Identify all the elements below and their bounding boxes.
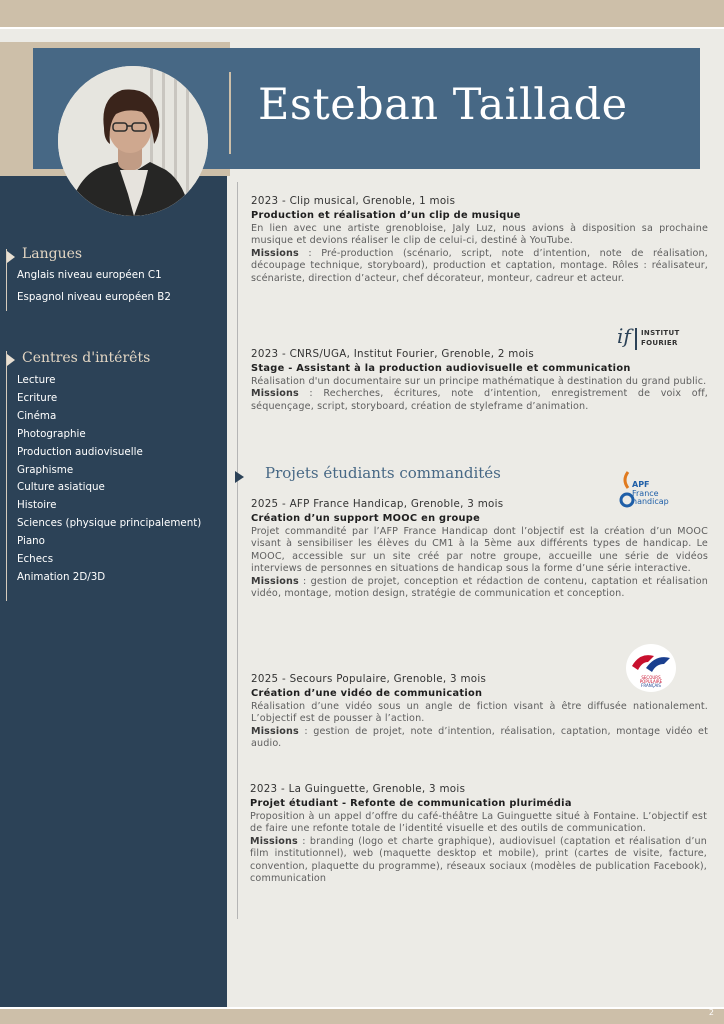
missions-label: Missions bbox=[251, 575, 299, 587]
languages-list bbox=[17, 264, 171, 308]
list-item: Sciences (physique principalement) bbox=[17, 517, 202, 530]
entry-title: Stage - Assistant à la production audiovisuelle et communication bbox=[251, 363, 631, 374]
top-band bbox=[0, 0, 724, 24]
projects-heading: Projets étudiants commandités bbox=[265, 464, 501, 482]
interests-list bbox=[17, 372, 201, 587]
missions-label: Missions bbox=[250, 835, 298, 847]
missions-label: Missions bbox=[251, 388, 299, 400]
bottom-rule bbox=[0, 1007, 724, 1009]
projects-arrow-icon bbox=[235, 471, 244, 483]
page-title: Esteban Taillade bbox=[258, 80, 628, 130]
missions-text: : Pré-production (scénario, script, note d’intention, note de réalisation, découpage technique, storyboard), production et captation, montage. Rôles : réalisateur, scénariste, direction d’acteur, chef décorateur, monteur, cadreur et acteur. bbox=[251, 247, 708, 284]
project-entry bbox=[251, 673, 708, 751]
list-item: Cinéma bbox=[17, 409, 57, 422]
list-item: Animation 2D/3D bbox=[17, 570, 106, 583]
missions-text: : gestion de projet, conception et rédaction de contenu, captation et réalisation vidéo, montage, motion design, stratégie de communication et conception. bbox=[251, 575, 708, 600]
entry-header: 2025 - AFP France Handicap, Grenoble, 3 mois bbox=[251, 498, 504, 510]
missions-text: : Recherches, écritures, note d’intention, enregistrement de voix off, séquençage, script, storyboard, création de styleframe d’animation. bbox=[251, 388, 708, 412]
entry-missions bbox=[251, 388, 708, 413]
secours-populaire-logo: SECOURS POPULAIRE FRANÇAIS bbox=[626, 644, 676, 692]
entry-header: 2025 - Secours Populaire, Grenoble, 3 mois bbox=[251, 673, 487, 685]
institut-fourier-logo: if INSTITUT FOURIER bbox=[617, 324, 680, 348]
missions-text: : gestion de projet, note d’intention, réalisation, captation, montage vidéo et audio. bbox=[251, 725, 708, 750]
project-entry bbox=[250, 783, 707, 885]
list-item: Photographie bbox=[17, 427, 86, 440]
missions-text: : branding (logo et charte graphique), audiovisuel (captation et réalisation d’un film institutionnel), web (maquette desktop et mobile), print (cartes de visite, facture, convention, plaquette du programme), réseaux sociaux (modèles de publication Facebook), communication bbox=[250, 835, 707, 885]
missions-label: Missions bbox=[251, 725, 299, 737]
entry-missions bbox=[251, 248, 708, 285]
apf-france-handicap-logo: APF France handicap bbox=[618, 470, 688, 510]
header-divider bbox=[229, 72, 231, 154]
entry-description: Projet commandité par l’AFP France Handicap dont l’objectif est la création d’un MOOC visant à sensibiliser les élèves du CM1 à la 5ème aux différents types de handicap. Le MOOC, accessible sur un site créé par notre groupe, accueille une série de vidéos interviews de personnes en situations de handicap sous la forme d’une série interactive. bbox=[251, 526, 708, 575]
entry-title: Création d’un support MOOC en groupe bbox=[251, 513, 481, 524]
entry-header: 2023 - CNRS/UGA, Institut Fourier, Grenoble, 2 mois bbox=[251, 348, 535, 360]
project-entry bbox=[251, 498, 708, 600]
entry-missions bbox=[251, 726, 708, 751]
languages-arrow-icon bbox=[7, 251, 15, 263]
entry-missions bbox=[251, 576, 708, 601]
list-item: Espagnol niveau européen B2 bbox=[17, 291, 171, 303]
list-item: Lecture bbox=[17, 374, 56, 386]
entry-description: Proposition à un appel d’offre du café-théâtre La Guinguette situé à Fontaine. L’objectif est de faire une refonte totale de l’identité visuelle et des outils de communication. bbox=[250, 811, 707, 835]
entry-header: 2023 - Clip musical, Grenoble, 1 mois bbox=[251, 195, 456, 207]
entry-title: Projet étudiant - Refonte de communication plurimédia bbox=[250, 798, 572, 809]
list-item: Production audiovisuelle bbox=[17, 445, 143, 458]
list-item: Histoire bbox=[17, 499, 57, 512]
experience-entry bbox=[251, 195, 708, 285]
languages-heading: Langues bbox=[22, 246, 83, 262]
interests-heading: Centres d'intérêts bbox=[22, 350, 151, 366]
timeline-rule bbox=[237, 182, 238, 919]
entry-description: Réalisation d'un documentaire sur un principe mathématique à destination du grand public. bbox=[251, 376, 707, 387]
list-item: Piano bbox=[17, 535, 45, 548]
list-item: Ecriture bbox=[17, 391, 58, 404]
entry-description: En lien avec une artiste grenobloise, Jaly Luz, nous avions à disposition sa prochaine musique et devions réaliser le clip de celui-ci, destiné à YouTube. bbox=[251, 223, 708, 247]
list-item: Culture asiatique bbox=[17, 481, 105, 494]
list-item: Anglais niveau européen C1 bbox=[17, 269, 162, 281]
list-item: Echecs bbox=[17, 553, 54, 566]
entry-title: Production et réalisation d’un clip de musique bbox=[251, 210, 521, 221]
interests-rule bbox=[6, 351, 7, 601]
entry-title: Création d’une vidéo de communication bbox=[251, 688, 483, 699]
entry-header: 2023 - La Guinguette, Grenoble, 3 mois bbox=[250, 783, 466, 795]
avatar bbox=[58, 66, 208, 216]
page-number: 2 bbox=[708, 1008, 714, 1017]
entry-description: Réalisation d’une vidéo sous un angle de fiction visant à être diffusée nationalement. L’objectif est de pousser à l’action. bbox=[251, 701, 708, 725]
list-item: Graphisme bbox=[17, 463, 74, 476]
interests-arrow-icon bbox=[7, 354, 15, 366]
entry-missions bbox=[250, 836, 707, 886]
experience-entry bbox=[251, 348, 708, 413]
missions-label: Missions bbox=[251, 247, 299, 259]
